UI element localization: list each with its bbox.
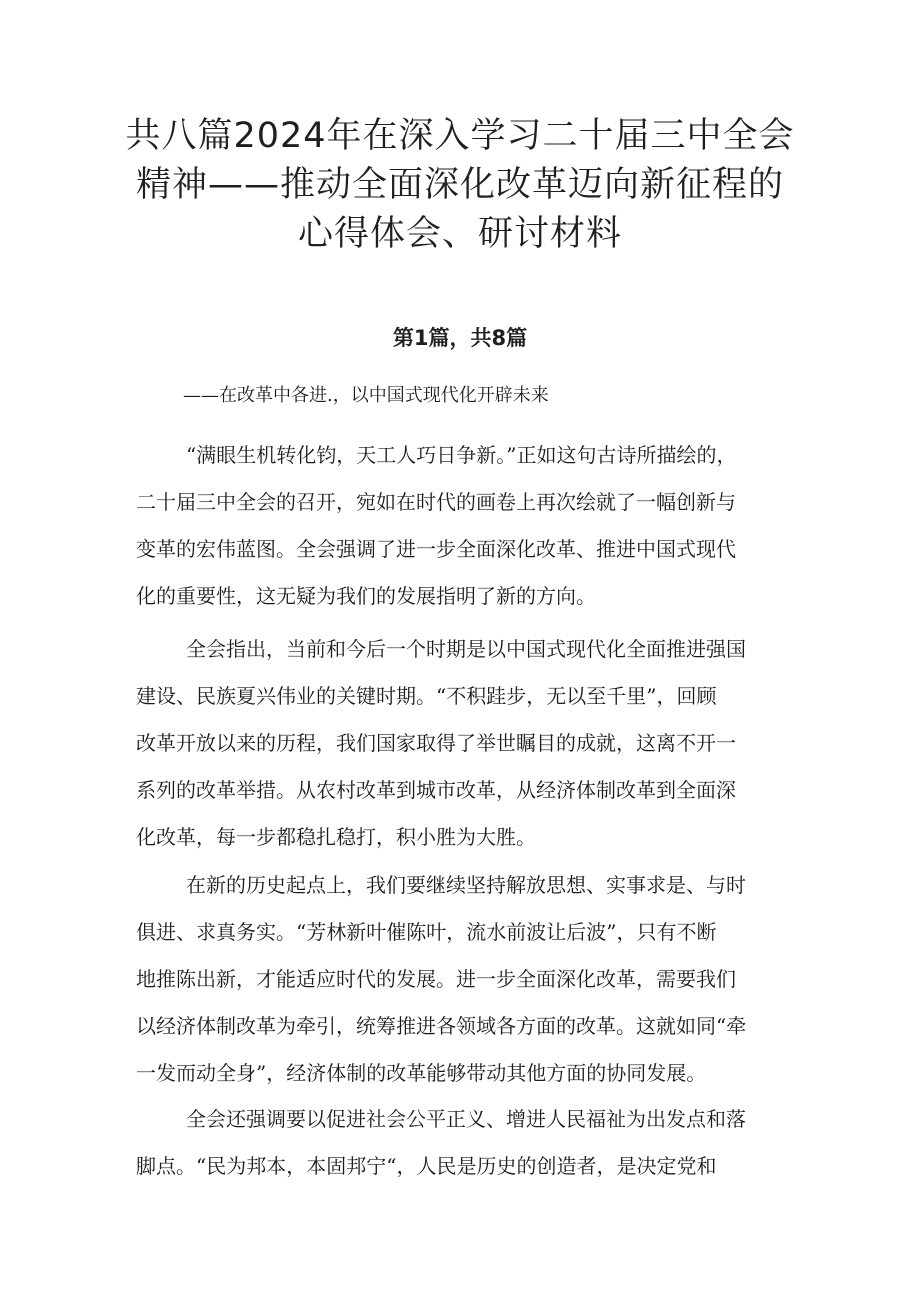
title-line: 共八篇2024年在深入学习二十届三中全会 [125, 116, 795, 156]
paragraph-line: 化的重要性，这无疑为我们的发展指明了新的方向。 [136, 584, 596, 608]
paragraph-line: 俱进、求真务实。“芳林新叶催陈叶，流水前波让后波”，只有不断 [136, 920, 717, 944]
paragraph-line: 变革的宏伟蓝图。全会强调了进一步全面深化改革、推进中国式现代 [136, 537, 736, 561]
paragraph-line: 全会指出，当前和今后一个时期是以中国式现代化全面推进强国 [186, 637, 746, 661]
paragraph-4 [136, 1096, 796, 1190]
paragraph-line: 全会还强调要以促进社会公平正义、增进人民福祉为出发点和落 [186, 1107, 746, 1131]
title-line: 心得体会、研讨材料 [297, 214, 622, 254]
paragraph-line: 以经济体制改革为牵引，统筹推进各领域各方面的改革。这就如同“牵 [136, 1014, 747, 1038]
paragraph-line: “满眼生机转化钧，天工人巧日争新。”正如这句古诗所描绘的， [186, 443, 737, 467]
paragraph-line: 化改革，每一步都稳扎稳打，积小胜为大胜。 [136, 825, 536, 849]
paragraph-line: 一发而动全身”，经济体制的改革能够带动其他方面的协同发展。 [136, 1061, 707, 1085]
title-line: 精神——推动全面深化改革迈向新征程的 [135, 165, 784, 205]
paragraph-1 [136, 432, 796, 620]
paragraph-2 [136, 626, 796, 861]
paragraph-line: 系列的改革举措。从农村改革到城市改革，从经济体制改革到全面深 [136, 778, 736, 802]
paragraph-line: 地推陈出新，才能适应时代的发展。进一步全面深化改革，需要我们 [136, 967, 736, 991]
paragraph-3 [136, 862, 796, 1097]
document-title [60, 112, 860, 259]
paragraph-line: 建设、民族夏兴伟业的关键时期。“不积跬步，无以至千里”，回顾 [136, 684, 717, 708]
paragraph-line: 在新的历史起点上，我们要继续坚持解放思想、实事求是、与时 [186, 873, 746, 897]
lead-line: ——在改革中各进.，以中国式现代化开辟未来 [183, 385, 549, 406]
section-heading: 第1篇，共8篇 [392, 326, 528, 350]
paragraph-line: 二十届三中全会的召开，宛如在时代的画卷上再次绘就了一幅创新与 [136, 490, 736, 514]
paragraph-line: 改革开放以来的历程，我们国家取得了举世瞩目的成就，这离不开一 [136, 731, 736, 755]
paragraph-line: 脚点。“民为邦本，本固邦宁“，人民是历史的创造者，是决定党和 [136, 1154, 717, 1178]
